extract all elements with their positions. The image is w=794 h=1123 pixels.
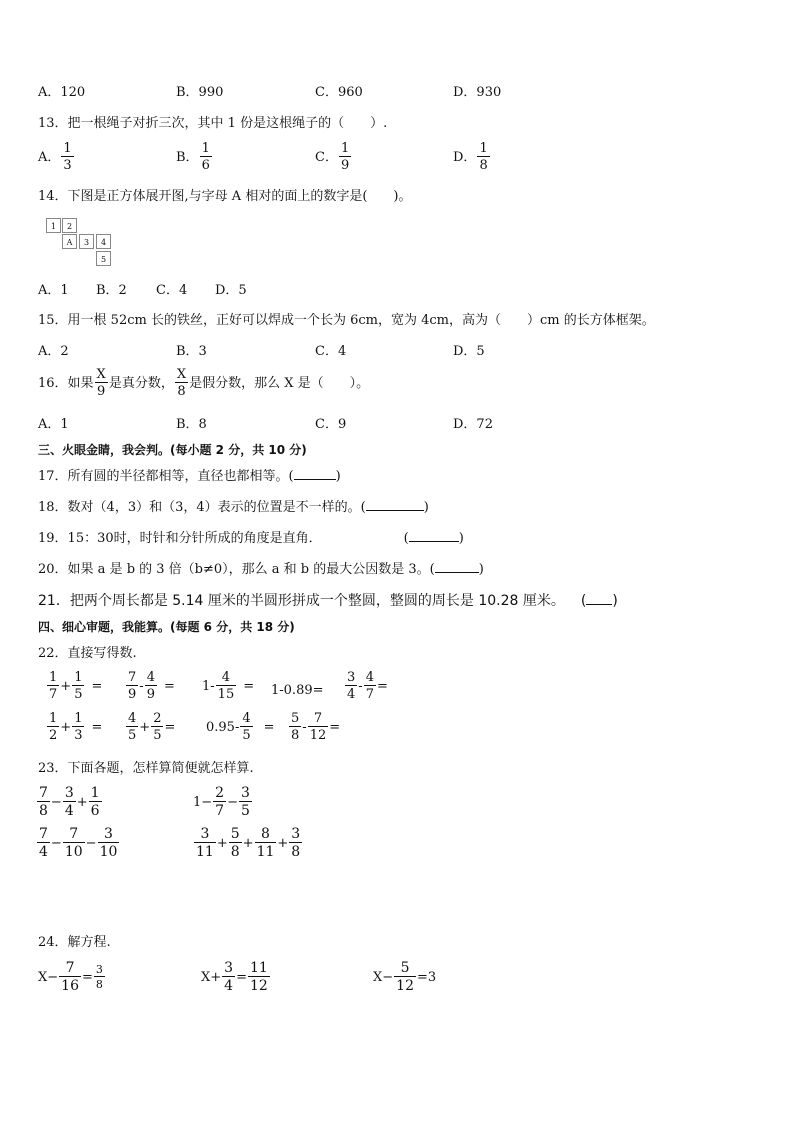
paren-close: ) (612, 593, 618, 609)
q14-stem: 14．下图是正方体展开图,与字母 A 相对的面上的数字是( )。 (38, 189, 412, 204)
numerator: 2 (153, 711, 162, 726)
equals: = (376, 678, 388, 694)
numerator: 7 (308, 712, 329, 727)
denominator: 8 (95, 978, 103, 991)
numerator: 3 (194, 827, 216, 843)
numerator: 3 (224, 960, 234, 976)
numerator: 3 (95, 963, 103, 976)
q15-option-c[interactable]: C．4 (315, 344, 347, 359)
option-label: B． (176, 149, 199, 165)
denominator: 15 (217, 687, 235, 702)
numerator: 1 (74, 711, 83, 726)
numerator: 5 (291, 711, 300, 726)
numerator: 4 (216, 671, 237, 686)
denominator: 12 (396, 978, 414, 994)
q13-option-c[interactable] (315, 142, 352, 172)
q16-option-b[interactable]: B．8 (176, 417, 207, 432)
denominator: 6 (90, 803, 100, 819)
q22-expr-5 (344, 671, 388, 701)
paren-open: ( (403, 531, 409, 546)
net-face: 4 (96, 234, 111, 249)
denominator: 8 (177, 384, 186, 399)
q16-prefix: 16．如果 (38, 375, 94, 391)
numerator: 4 (365, 670, 374, 685)
q22-expr-9 (288, 712, 340, 742)
numerator: 3 (64, 785, 74, 801)
denominator: 5 (74, 687, 83, 702)
option-label: D． (453, 149, 477, 165)
answer-blank[interactable] (435, 572, 479, 573)
q20-text: 20．如果 a 是 b 的 3 倍（b≠0），那么 a 和 b 的最大公因数是 3。( (38, 562, 435, 577)
numerator: 2 (215, 785, 225, 801)
equals: = (236, 969, 247, 985)
numerator: 1 (201, 141, 210, 156)
operator: 0.95- (206, 719, 240, 735)
numerator: 7 (63, 827, 85, 843)
equals: = (164, 719, 176, 735)
denominator: 11 (196, 844, 214, 860)
equals: = (81, 969, 93, 985)
option-label: C． (315, 149, 338, 165)
paren-close: ) (478, 562, 484, 577)
q22-expr-4: 1-0.89= (271, 683, 324, 698)
option-label: A． (38, 149, 61, 165)
q21-text: 21．把两个周长都是 5.14 厘米的半圆形拼成一个整圆，整圆的周长是 10.28 厘米。 (38, 593, 565, 609)
denominator: 12 (249, 978, 268, 994)
operator: + (139, 719, 151, 735)
operator: X− (38, 969, 59, 985)
net-face: 3 (79, 234, 94, 249)
q22-expr-6 (46, 712, 102, 742)
q22-expr-1 (46, 671, 102, 701)
q16-option-a[interactable]: A．1 (38, 417, 69, 432)
numerator: 4 (128, 711, 137, 726)
numerator: 7 (39, 826, 48, 842)
denominator: 8 (230, 844, 240, 860)
q12-option-a[interactable]: A．120 (38, 85, 86, 100)
denominator: 4 (39, 844, 48, 860)
numerator: 3 (241, 785, 250, 801)
denominator: 9 (146, 687, 155, 702)
equals: = (163, 678, 175, 694)
denominator: 5 (128, 728, 137, 743)
section-4-title: 四、细心审题，我能算。(每题 6 分，共 18 分) (38, 620, 295, 634)
q15-stem: 15．用一根 52cm 长的铁丝，正好可以焊成一个长为 6cm，宽为 4cm，高为（ ）cm 的长方体框架。 (38, 313, 655, 328)
numerator: 1 (90, 785, 100, 801)
section-3-title: 三、火眼金睛，我会判。(每小题 2 分，共 10 分) (38, 443, 307, 457)
q22-expr-3 (202, 671, 254, 701)
answer-blank[interactable] (409, 541, 459, 542)
q19-text: 19．15：30时，时针和分针所成的角度是直角． (38, 531, 322, 546)
numerator: 4 (242, 711, 251, 726)
q18 (38, 501, 429, 514)
operator: + (76, 794, 88, 810)
denominator: 7 (215, 803, 225, 819)
operator: + (60, 719, 72, 735)
q16-text: 是真分数， (108, 375, 174, 391)
denominator: 3 (63, 158, 72, 173)
numerator: 1 (340, 141, 350, 156)
denominator: 12 (309, 728, 327, 743)
operator: 1− (193, 794, 213, 810)
net-face: 5 (96, 251, 111, 266)
numerator: 3 (347, 670, 356, 685)
operator: + (60, 678, 72, 694)
q24-equation-3 (373, 961, 436, 993)
paren-close: ) (423, 500, 429, 515)
denominator: 10 (64, 844, 83, 860)
numerator: X (96, 367, 106, 382)
numerator: 1 (63, 141, 72, 156)
denominator: 7 (49, 687, 58, 702)
denominator: 3 (74, 728, 83, 743)
q22-expr-8 (206, 712, 275, 742)
q19 (38, 532, 464, 545)
denominator: 9 (97, 384, 106, 399)
denominator: 10 (99, 844, 118, 860)
equals: = (243, 678, 255, 694)
q13-option-d[interactable] (453, 142, 491, 172)
net-face: 2 (62, 218, 77, 233)
denominator: 8 (291, 844, 301, 860)
operator: − (50, 794, 62, 810)
net-face: 1 (46, 218, 61, 233)
denominator: 5 (241, 803, 250, 819)
q24-stem: 24．解方程. (38, 935, 111, 950)
q17 (38, 470, 341, 483)
numerator: 1 (49, 670, 58, 685)
numerator: 7 (59, 961, 81, 977)
denominator: 4 (64, 803, 74, 819)
operator: − (50, 835, 62, 851)
q14-option-b[interactable]: B．2 (96, 283, 127, 298)
numerator: 4 (146, 670, 155, 685)
q23-expr-3 (36, 827, 120, 859)
denominator: 2 (49, 728, 58, 743)
numerator: 3 (98, 827, 120, 843)
numerator: 3 (291, 826, 301, 842)
denominator: 16 (61, 978, 79, 994)
q14-option-c[interactable]: C．4 (156, 283, 188, 298)
q15-option-d[interactable]: D．5 (453, 344, 485, 359)
q20 (38, 563, 484, 576)
equals: = (329, 719, 341, 735)
numerator: 8 (255, 827, 277, 843)
q16-option-c[interactable]: C．9 (315, 417, 347, 432)
q13-option-b[interactable] (176, 142, 213, 172)
numerator: 1 (479, 141, 488, 156)
q14-option-a[interactable]: A．1 (38, 283, 69, 298)
numerator: 5 (230, 826, 240, 842)
operator: - (358, 678, 363, 694)
numerator: 1 (49, 711, 58, 726)
q23-expr-4 (193, 827, 303, 859)
denominator: 8 (479, 158, 488, 173)
q13-option-a[interactable] (38, 142, 75, 172)
net-face-a: A (62, 234, 77, 249)
operator: + (277, 835, 289, 851)
paren-close: ) (458, 531, 464, 546)
q15-option-b[interactable]: B．3 (176, 344, 207, 359)
operator: X+ (201, 969, 222, 985)
q16-text: 是假分数，那么 X 是（ ）。 (189, 375, 370, 391)
q12-option-b[interactable]: B．990 (176, 85, 224, 100)
q22-stem: 22．直接写得数. (38, 646, 137, 661)
equals: = (91, 719, 103, 735)
operator: X− (373, 969, 394, 985)
numerator: X (176, 367, 187, 382)
denominator: 11 (256, 844, 275, 860)
numerator: 7 (39, 785, 48, 801)
q15-option-a[interactable]: A．2 (38, 344, 69, 359)
q17-text: 17．所有圆的半径都相等，直径也都相等。( (38, 469, 294, 484)
equals: = (263, 719, 275, 735)
q21 (38, 594, 618, 608)
equals: = (91, 678, 103, 694)
paren-close: ) (335, 469, 341, 484)
denominator: 9 (340, 158, 350, 173)
denominator: 5 (153, 728, 162, 743)
q23-stem: 23．下面各题，怎样算简便就怎样算. (38, 761, 254, 776)
denominator: 7 (365, 687, 374, 702)
q22-expr-2 (125, 671, 175, 701)
answer-blank[interactable] (586, 604, 612, 605)
q12-option-c[interactable]: C．960 (315, 85, 363, 100)
operator: 1- (202, 678, 215, 694)
equals: = (416, 969, 428, 985)
q22-expr-7 (125, 712, 175, 742)
operator: + (216, 835, 228, 851)
denominator: 4 (224, 978, 234, 994)
answer-blank[interactable] (366, 510, 424, 511)
q13-stem: 13．把一根绳子对折三次，其中 1 份是这根绳子的（ ）. (38, 116, 388, 131)
operator: − (85, 835, 97, 851)
numerator: 5 (394, 961, 416, 977)
q24-equation-1 (38, 961, 106, 993)
denominator: 8 (291, 728, 300, 743)
numerator: 1 (74, 670, 83, 685)
operator: - (139, 678, 144, 694)
q16-option-d[interactable]: D．72 (453, 417, 493, 432)
denominator: 6 (201, 158, 210, 173)
answer-blank[interactable] (294, 479, 336, 480)
operator: + (242, 835, 254, 851)
cube-net-figure (46, 218, 116, 270)
q16-stem (38, 368, 369, 398)
q14-option-d[interactable]: D．5 (215, 283, 247, 298)
q23-expr-2 (193, 786, 253, 818)
result-value: 3 (427, 969, 437, 985)
denominator: 4 (347, 687, 356, 702)
denominator: 8 (39, 803, 48, 819)
numerator: 11 (249, 960, 268, 976)
q12-option-d[interactable]: D．930 (453, 85, 502, 100)
q23-expr-1 (36, 786, 103, 818)
q18-text: 18．数对（4，3）和（3，4）表示的位置是不一样的。( (38, 500, 366, 515)
q24-equation-2 (201, 961, 271, 993)
denominator: 5 (242, 728, 251, 743)
numerator: 7 (128, 670, 137, 685)
paren-open: ( (580, 593, 587, 609)
operator: − (227, 794, 238, 810)
operator: - (302, 719, 307, 735)
denominator: 9 (128, 687, 137, 702)
